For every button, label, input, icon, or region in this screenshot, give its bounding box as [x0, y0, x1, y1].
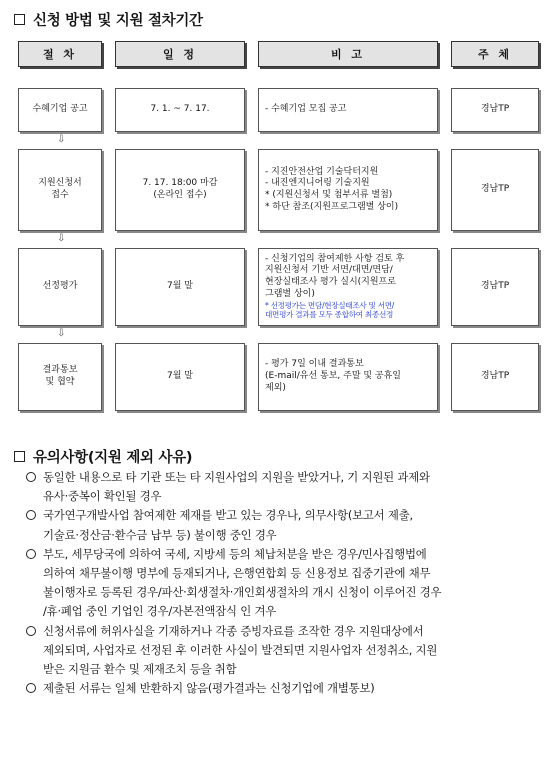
- row4-step: [18, 343, 102, 411]
- row3-notes: [258, 248, 438, 326]
- row4-schedule: [115, 343, 245, 411]
- row2-note-line: * (지원신청서 및 첨부서류 별첨): [265, 190, 393, 200]
- checkbox-square-icon: [14, 451, 25, 462]
- circle-bullet-icon: [26, 683, 36, 693]
- row3-owner: [451, 248, 539, 326]
- header-step: 절 차: [18, 41, 102, 67]
- row2-note-line: * 하단 참조(지원프로그램별 상이): [265, 201, 399, 212]
- caution-line: 국가연구개발사업 참여제한 제재를 받고 있는 경우나, 의무사항(보고서 제출,: [43, 508, 413, 523]
- row3-step: [18, 248, 102, 326]
- caution-line: 제외되며, 사업자로 선정된 후 이러한 사실이 발견되면 지원사업자 선정취소, 지원: [43, 642, 438, 657]
- row1-step: [18, 88, 102, 132]
- row4-step-text: 및 협약: [45, 377, 75, 387]
- down-arrow-icon: ⇩: [57, 134, 66, 145]
- row3-owner-text: 경남TP: [480, 281, 510, 292]
- caution-line: 기술료·정산금·환수금 납부 등) 불이행 중인 경우: [43, 527, 277, 542]
- caution-item: [26, 679, 546, 698]
- row2-step-text: 지원신청서: [38, 178, 82, 189]
- row4-notes: [258, 343, 438, 411]
- row1-owner-text: 경남TP: [480, 104, 510, 115]
- circle-bullet-icon: [26, 549, 36, 559]
- row2-notes: [258, 149, 438, 231]
- row4-step-text: 결과통보: [42, 365, 78, 376]
- row2-schedule-text: 7. 17. 18:00 마감: [142, 178, 218, 189]
- row1-schedule-text: 7. 1. ~ 7. 17.: [150, 104, 210, 115]
- row1-schedule: [115, 88, 245, 132]
- row3-schedule: [115, 248, 245, 326]
- row3-note-line: - 신청기업의 참여제한 사항 검토 후: [265, 253, 405, 264]
- caution-item: [26, 622, 546, 680]
- circle-bullet-icon: [26, 626, 36, 636]
- row3-note-line: 현장실태조사 평가 실시(지원프로: [265, 277, 396, 288]
- row1-step-text: 수혜기업 공고: [32, 104, 88, 115]
- row2-note-line: - 내진엔지니어링 기술지원: [265, 178, 370, 189]
- caution-line: 의하여 채무불이행 명부에 등재되거나, 은행연합회 등 신용정보 집중기관에 채무: [43, 566, 431, 581]
- circle-bullet-icon: [26, 472, 36, 482]
- row2-owner: [451, 149, 539, 231]
- row4-owner-text: 경남TP: [480, 371, 510, 382]
- row1-note-line: - 수혜기업 모집 공고: [265, 104, 347, 115]
- row2-owner-text: 경남TP: [480, 184, 510, 195]
- section-title-procedure: [14, 9, 203, 30]
- section-title-text: 신청 방법 및 지원 절차기간: [33, 13, 203, 29]
- down-arrow-icon: ⇩: [57, 328, 66, 339]
- row3-note-blue-line: * 선정평가는 면담/현장실태조사 및 서면/: [265, 300, 395, 310]
- down-arrow-icon: ⇩: [57, 233, 66, 244]
- caution-list: [26, 468, 546, 698]
- row2-schedule-text: (온라인 접수): [153, 190, 207, 200]
- caution-line: 부도, 세무당국에 의하여 국세, 지방세 등의 체납처분을 받은 경우/민사집행법에: [43, 546, 427, 561]
- row3-schedule-text: 7월 말: [167, 281, 193, 292]
- row4-note-line: (E-mail/유선 통보, 주말 및 공휴일: [265, 371, 402, 382]
- caution-item: [26, 545, 546, 622]
- caution-line: 제출된 서류는 일체 반환하지 않음(평가결과는 신청기업에 개별통보): [43, 681, 375, 696]
- row3-note-blue-line: 대면평가 결과를 모두 종합하여 최종선정: [265, 310, 394, 320]
- row2-schedule: [115, 149, 245, 231]
- caution-item: [26, 468, 546, 506]
- circle-bullet-icon: [26, 510, 36, 520]
- checkbox-square-icon: [14, 14, 25, 25]
- row2-step-text: 접수: [51, 190, 69, 200]
- row1-owner: [451, 88, 539, 132]
- row4-note-line: 제외): [265, 382, 286, 393]
- row2-step: [18, 149, 102, 231]
- caution-line: /휴·폐업 중인 기업인 경우/자본전액잠식 인 겨우: [43, 604, 277, 619]
- caution-item: [26, 506, 546, 544]
- row4-owner: [451, 343, 539, 411]
- header-schedule: 일 정: [115, 41, 245, 67]
- header-owner: 주 체: [451, 41, 539, 67]
- caution-line: 동일한 내용으로 타 기관 또는 타 지원사업의 지원을 받았거나, 기 지원된 과제와: [43, 470, 430, 484]
- row2-note-line: - 지진안전산업 기술닥터지원: [265, 166, 379, 177]
- row4-note-line: - 평가 7일 이내 결과통보: [265, 359, 364, 370]
- caution-line: 불이행자로 등록된 경우/파산·회생절차·개인회생절차의 개시 신청이 이루어진 경우: [43, 585, 442, 600]
- row1-notes: [258, 88, 438, 132]
- row3-note-line: 지원신청서 기반 서면/대면/면담/: [265, 265, 393, 276]
- caution-line: 받은 지원금 환수 및 제재조치 등을 취함: [43, 662, 237, 677]
- caution-line: 유사·중복이 확인될 경우: [43, 489, 162, 504]
- section-title-text: 유의사항(지원 제외 사유): [33, 450, 193, 466]
- header-notes: 비 고: [258, 41, 438, 67]
- section-title-cautions: [14, 446, 192, 467]
- row3-step-text: 선정평가: [42, 281, 78, 292]
- row4-schedule-text: 7월 말: [167, 371, 193, 382]
- row3-note-line: 그램별 상이): [265, 288, 315, 299]
- caution-line: 신청서류에 허위사실을 기재하거나 각종 증빙자료를 조작한 경우 지원대상에서: [43, 623, 424, 638]
